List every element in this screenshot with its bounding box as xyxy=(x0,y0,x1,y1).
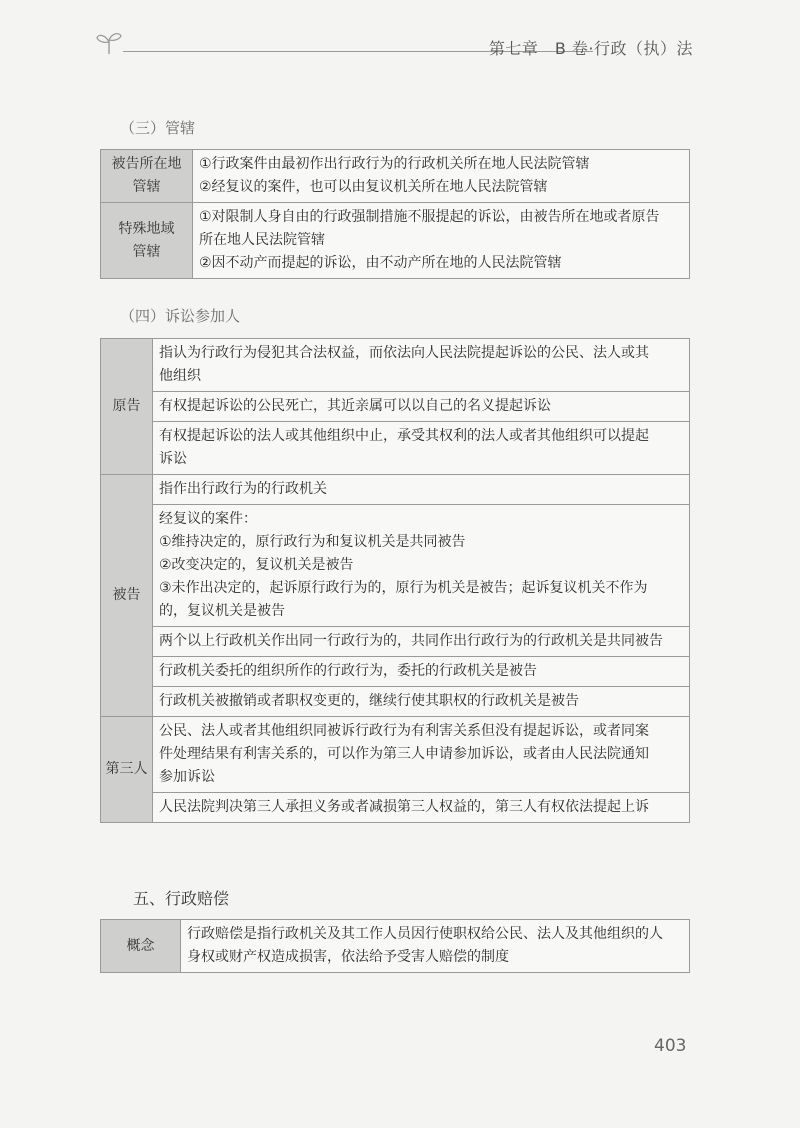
section-title-participants: （四）诉讼参加人 xyxy=(120,307,241,325)
jurisdiction-table xyxy=(100,149,690,279)
row-content: ①行政案件由最初作出行政行为的行政机关所在地人民法院管辖 ②经复议的案件，也可以由复议机关所在地人民法院管辖 xyxy=(193,150,690,203)
row-label: 特殊地域 管辖 xyxy=(101,203,193,279)
sprout-icon xyxy=(95,30,125,56)
table-row xyxy=(101,920,690,973)
table-row xyxy=(101,203,690,279)
participants-table xyxy=(100,338,690,823)
chapter-title: 第七章 B 卷·行政（执）法 xyxy=(488,39,693,58)
table-row xyxy=(101,793,690,823)
table-row xyxy=(101,392,690,422)
cell: 有权提起诉讼的法人或其他组织中止，承受其权利的法人或者其他组织可以提起 诉讼 xyxy=(153,422,690,475)
compensation-table xyxy=(100,919,690,973)
table-row xyxy=(101,505,690,627)
cell: 公民、法人或者其他组织同被诉行政行为有利害关系但没有提起诉讼，或者同案 件处理结果有利害关系的，可以作为第三人申请参加诉讼，或者由人民法院通知 参加诉讼 xyxy=(153,717,690,793)
cell: 行政机关委托的组织所作的行政行为，委托的行政机关是被告 xyxy=(153,657,690,687)
table-row xyxy=(101,475,690,505)
running-header xyxy=(95,30,705,60)
cell: 行政机关被撤销或者职权变更的，继续行使其职权的行政机关是被告 xyxy=(153,687,690,717)
cell: 指认为行政行为侵犯其合法权益，而依法向人民法院提起诉讼的公民、法人或其 他组织 xyxy=(153,339,690,392)
row-label: 被告所在地 管辖 xyxy=(101,150,193,203)
table-row xyxy=(101,687,690,717)
group-label-plaintiff: 原告 xyxy=(101,339,153,475)
concept-content: 行政赔偿是指行政机关及其工作人员因行使职权给公民、法人及其他组织的人 身权或财产权造成损害，依法给予受害人赔偿的制度 xyxy=(181,920,690,973)
table-row xyxy=(101,150,690,203)
table-row xyxy=(101,627,690,657)
cell: 经复议的案件： ①维持决定的，原行政行为和复议机关是共同被告 ②改变决定的，复议机关是被告 ③未作出决定的，起诉原行政行为的，原行为机关是被告；起诉复议机关不作为 的，复议机关是被告 xyxy=(153,505,690,627)
cell: 两个以上行政机关作出同一行政行为的，共同作出行政行为的行政机关是共同被告 xyxy=(153,627,690,657)
group-label-third-party: 第三人 xyxy=(101,717,153,823)
table-row xyxy=(101,717,690,793)
group-label-defendant: 被告 xyxy=(101,475,153,717)
table-row xyxy=(101,339,690,392)
section-title-jurisdiction: （三）管辖 xyxy=(120,119,196,137)
concept-label: 概念 xyxy=(101,920,181,973)
cell: 指作出行政行为的行政机关 xyxy=(153,475,690,505)
cell: 人民法院判决第三人承担义务或者减损第三人权益的，第三人有权依法提起上诉 xyxy=(153,793,690,823)
table-row xyxy=(101,422,690,475)
row-content: ①对限制人身自由的行政强制措施不服提起的诉讼，由被告所在地或者原告 所在地人民法院管辖 ②因不动产而提起的诉讼，由不动产所在地的人民法院管辖 xyxy=(193,203,690,279)
table-row xyxy=(101,657,690,687)
section-title-compensation: 五、行政赔偿 xyxy=(133,889,230,908)
cell: 有权提起诉讼的公民死亡，其近亲属可以以自己的名义提起诉讼 xyxy=(153,392,690,422)
page-number: 403 xyxy=(654,1036,687,1056)
